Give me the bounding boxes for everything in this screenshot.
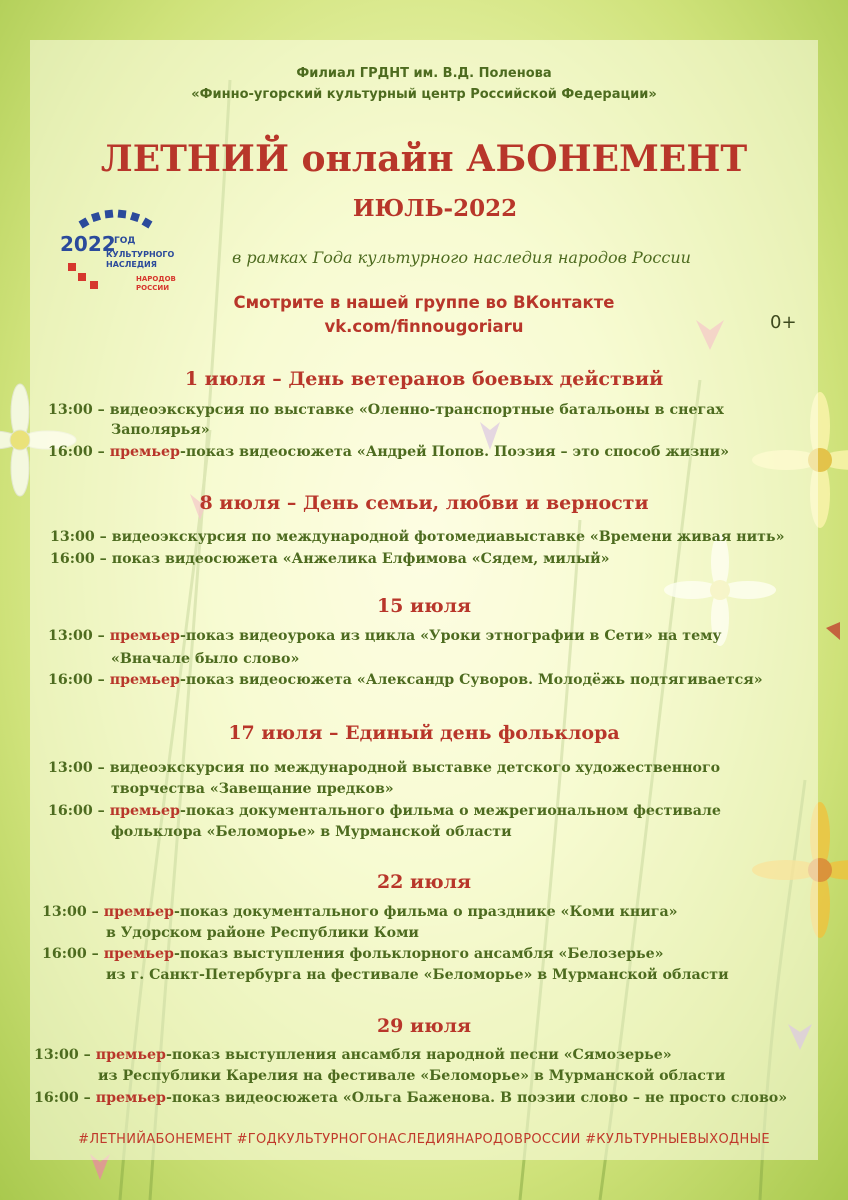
event-continuation: «Вначале было слово» xyxy=(111,651,300,667)
event-line: 16:00 – премьер-показ видеосюжета «Александр Суворов. Молодёжь подтягивается» xyxy=(48,672,763,688)
vk-group-link[interactable]: vk.com/finnougoriaru xyxy=(324,317,524,336)
hashtags: #ЛЕТНИЙАБОНЕМЕНТ #ГОДКУЛЬТУРНОГОНАСЛЕДИЯНАРОДОВРОССИИ #КУЛЬТУРНЫЕВЫХОДНЫЕ xyxy=(78,1132,770,1147)
event-line: 16:00 – показ видеосюжета «Анжелика Елфимова «Сядем, милый» xyxy=(50,551,610,567)
day-heading: 1 июля – День ветеранов боевых действий xyxy=(184,368,664,390)
logo-line1: ГОД xyxy=(114,236,136,246)
event-line: 13:00 – премьер-показ документального фильма о празднике «Коми книга» xyxy=(42,904,678,920)
event-line: 16:00 – премьер-показ выступления фольклорного ансамбля «Белозерье» xyxy=(42,946,664,962)
vk-invite-text: Смотрите в нашей группе во ВКонтакте xyxy=(233,293,615,312)
org-name-line1: Филиал ГРДНТ им. В.Д. Поленова xyxy=(296,66,552,81)
event-line: 13:00 – видеоэкскурсия по международной фотомедиавыставке «Времени живая нить» xyxy=(50,529,785,545)
event-continuation: фольклора «Беломорье» в Мурманской области xyxy=(111,824,512,840)
logo-line2: КУЛЬТУРНОГО xyxy=(106,250,175,259)
day-heading: 29 июля xyxy=(376,1015,472,1037)
event-line: 13:00 – премьер-показ видеоурока из цикла «Уроки этнографии в Сети» на тему xyxy=(48,628,722,644)
logo-year: 2022 xyxy=(60,232,116,256)
poster-title: ЛЕТНИЙ онлайн АБОНЕМЕНТ xyxy=(100,138,748,180)
logo-line4: НАРОДОВ xyxy=(136,275,176,283)
heritage-year-logo xyxy=(58,205,188,300)
org-name-line2: «Финно-угорский культурный центр Российской Федерации» xyxy=(191,87,657,102)
day-heading: 17 июля – Единый день фольклора xyxy=(228,722,620,744)
event-line: 13:00 – видеоэкскурсия по выставке «Оленно-транспортные батальоны в снегах xyxy=(48,402,724,418)
day-heading: 8 июля – День семьи, любви и верности xyxy=(199,492,649,514)
event-line: 16:00 – премьер-показ видеосюжета «Ольга Баженова. В поэзии слово – не просто слово» xyxy=(34,1090,788,1106)
age-rating: 0+ xyxy=(770,312,797,333)
logo-line3: НАСЛЕДИЯ xyxy=(106,260,157,269)
logo-line5: РОССИИ xyxy=(136,284,170,292)
event-continuation: из Республики Карелия на фестивале «Беломорье» в Мурманской области xyxy=(98,1068,726,1084)
event-line: 13:00 – премьер-показ выступления ансамбля народной песни «Сямозерье» xyxy=(34,1047,672,1063)
poster-month: ИЮЛЬ-2022 xyxy=(352,195,518,222)
event-line: 16:00 – премьер-показ видеосюжета «Андрей Попов. Поэзия – это способ жизни» xyxy=(48,444,730,460)
event-continuation: творчества «Завещание предков» xyxy=(111,781,394,797)
event-continuation: из г. Санкт-Петербурга на фестивале «Беломорье» в Мурманской области xyxy=(106,967,729,983)
day-heading: 22 июля xyxy=(376,871,472,893)
event-line: 16:00 – премьер-показ документального фильма о межрегиональном фестивале xyxy=(48,803,721,819)
event-continuation: в Удорском районе Республики Коми xyxy=(106,925,419,941)
event-continuation: Заполярья» xyxy=(111,422,210,438)
event-line: 13:00 – видеоэкскурсия по международной выставке детского художественного xyxy=(48,760,721,776)
day-heading: 15 июля xyxy=(376,595,472,617)
poster-subtitle: в рамках Года культурного наследия народов России xyxy=(232,248,691,267)
